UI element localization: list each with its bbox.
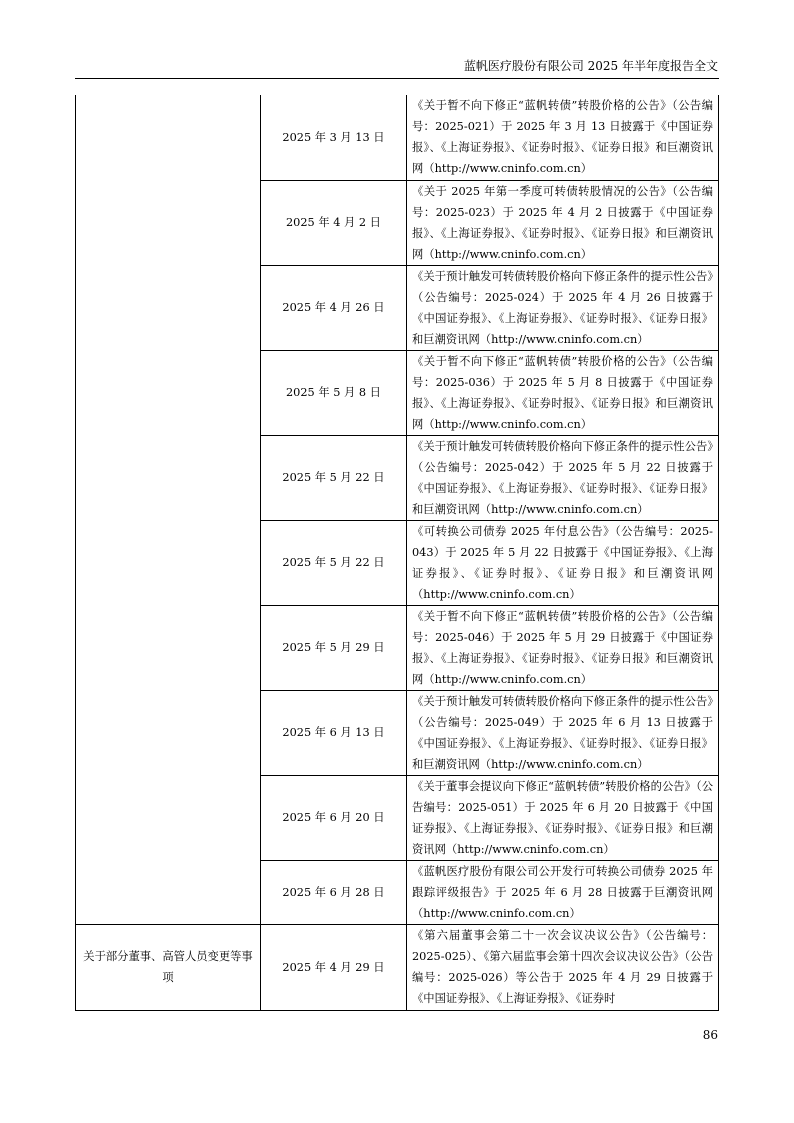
matter-cell [76,95,261,924]
date-cell: 2025 年 5 月 22 日 [261,435,407,520]
page-number: 86 [702,1028,718,1042]
disclosure-cell: 《关于预计触发可转债转股价格向下修正条件的提示性公告》（公告编号：2025-042）于 2025 年 5 月 22 日披露于《中国证券报》、《上海证券报》、《证券时报》、《证券日报》和巨潮资讯网（http://www.cninfo.com.cn） [407,435,719,520]
disclosure-cell: 《关于暂不向下修正“蓝帆转债”转股价格的公告》（公告编号：2025-036）于 2025 年 5 月 8 日披露于《中国证券报》、《上海证券报》、《证券时报》、《证券日报》和巨潮资讯网（http://www.cninfo.com.cn） [407,350,719,435]
table-row [76,924,719,1010]
date-cell: 2025 年 5 月 8 日 [261,350,407,435]
date-cell: 2025 年 4 月 29 日 [261,924,407,1010]
disclosure-cell: 《关于暂不向下修正“蓝帆转债”转股价格的公告》（公告编号：2025-021）于 2025 年 3 月 13 日披露于《中国证券报》、《上海证券报》、《证券时报》、《证券日报》和巨潮资讯网（http://www.cninfo.com.cn） [407,95,719,180]
disclosure-cell: 《关于暂不向下修正“蓝帆转债”转股价格的公告》（公告编号：2025-046）于 2025 年 5 月 29 日披露于《中国证券报》、《上海证券报》、《证券时报》、《证券日报》和巨潮资讯网（http://www.cninfo.com.cn） [407,605,719,690]
date-cell: 2025 年 5 月 22 日 [261,520,407,605]
disclosure-cell: 《蓝帆医疗股份有限公司公开发行可转换公司债券 2025 年跟踪评级报告》于 2025 年 6 月 28 日披露于巨潮资讯网（http://www.cninfo.com.cn） [407,860,719,924]
disclosure-cell: 《关于预计触发可转债转股价格向下修正条件的提示性公告》（公告编号：2025-049）于 2025 年 6 月 13 日披露于《中国证券报》、《上海证券报》、《证券时报》、《证券日报》和巨潮资讯网（http://www.cninfo.com.cn） [407,690,719,775]
date-cell: 2025 年 3 月 13 日 [261,95,407,180]
page-header: 蓝帆医疗股份有限公司 2025 年半年度报告全文 [463,59,718,73]
disclosure-cell: 《关于董事会提议向下修正“蓝帆转债”转股价格的公告》（公告编号：2025-051）于 2025 年 6 月 20 日披露于《中国证券报》、《上海证券报》、《证券时报》、《证券日报》和巨潮资讯网（http://www.cninfo.com.cn） [407,775,719,860]
date-cell: 2025 年 6 月 28 日 [261,860,407,924]
date-cell: 2025 年 4 月 2 日 [261,180,407,265]
table-row [76,95,719,180]
disclosure-cell: 《关于预计触发可转债转股价格向下修正条件的提示性公告》（公告编号：2025-024）于 2025 年 4 月 26 日披露于《中国证券报》、《上海证券报》、《证券时报》、《证券日报》和巨潮资讯网（http://www.cninfo.com.cn） [407,265,719,350]
disclosure-cell: 《关于 2025 年第一季度可转债转股情况的公告》（公告编号：2025-023）于 2025 年 4 月 2 日披露于《中国证券报》、《上海证券报》、《证券时报》、《证券日报》和巨潮资讯网（http://www.cninfo.com.cn） [407,180,719,265]
date-cell: 2025 年 5 月 29 日 [261,605,407,690]
date-cell: 2025 年 6 月 13 日 [261,690,407,775]
disclosure-table [75,95,719,1011]
date-cell: 2025 年 4 月 26 日 [261,265,407,350]
disclosure-cell: 《可转换公司债券 2025 年付息公告》（公告编号：2025-043）于 2025 年 5 月 22 日披露于《中国证券报》、《上海证券报》、《证券时报》、《证券日报》和巨潮资讯网（http://www.cninfo.com.cn） [407,520,719,605]
disclosure-cell: 《第六届董事会第二十一次会议决议公告》（公告编号：2025-025）、《第六届监事会第十四次会议决议公告》（公告编号：2025-026）等公告于 2025 年 4 月 29 日披露于《中国证券报》、《上海证券报》、《证券时 [407,924,719,1010]
date-cell: 2025 年 6 月 20 日 [261,775,407,860]
header-rule [75,78,719,79]
matter-cell: 关于部分董事、高管人员变更等事项 [76,924,261,1010]
